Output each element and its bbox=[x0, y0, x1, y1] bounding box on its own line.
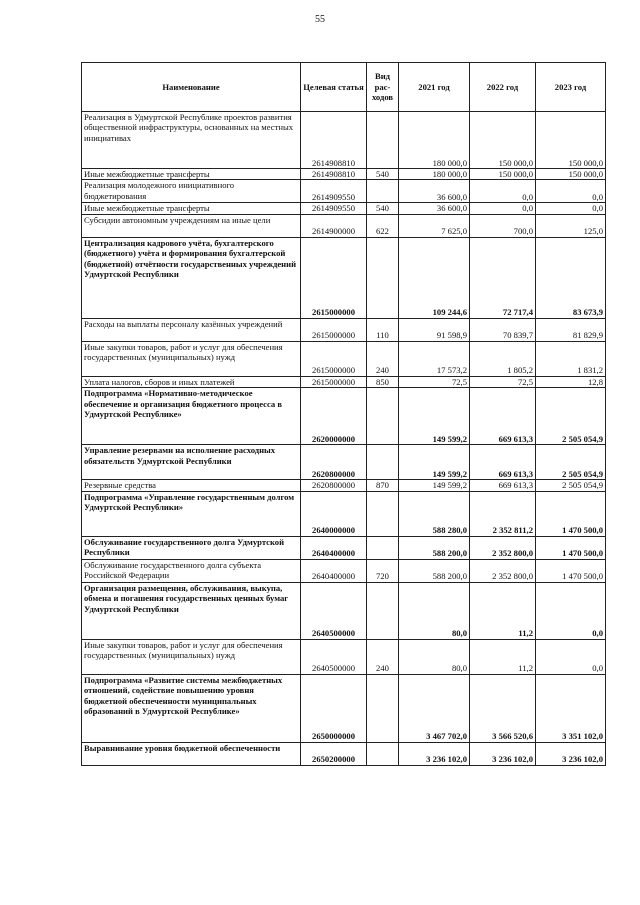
row-2023: 1 831,2 bbox=[536, 341, 606, 376]
row-vid bbox=[367, 112, 399, 169]
row-2023: 125,0 bbox=[536, 214, 606, 237]
header-2023: 2023 год bbox=[536, 63, 606, 112]
row-2023: 150 000,0 bbox=[536, 169, 606, 180]
row-2023: 1 470 500,0 bbox=[536, 559, 606, 582]
row-target-code: 2640500000 bbox=[301, 639, 367, 674]
row-target-code: 2615000000 bbox=[301, 376, 367, 387]
row-name: Централизация кадрового учёта, бухгалтерского (бюджетного) учёта и формирования бухгалтерской (бюджетной) отчётности государственных учреждений Удмуртской Республики bbox=[82, 237, 301, 318]
row-vid: 720 bbox=[367, 559, 399, 582]
row-2022: 0,0 bbox=[470, 203, 536, 214]
row-target-code: 2615000000 bbox=[301, 237, 367, 318]
row-2023: 81 829,9 bbox=[536, 318, 606, 341]
row-name: Реализация в Удмуртской Республике проектов развития общественной инфраструктуры, основанных на местных инициативах bbox=[82, 112, 301, 169]
row-2022: 3 236 102,0 bbox=[470, 742, 536, 765]
row-name: Расходы на выплаты персоналу казённых учреждений bbox=[82, 318, 301, 341]
header-name: Наименование bbox=[82, 63, 301, 112]
row-vid: 870 bbox=[367, 480, 399, 491]
row-2023: 3 236 102,0 bbox=[536, 742, 606, 765]
header-target: Целевая статья bbox=[301, 63, 367, 112]
row-2021: 180 000,0 bbox=[399, 169, 470, 180]
row-2023: 150 000,0 bbox=[536, 112, 606, 169]
table-row bbox=[82, 445, 606, 480]
header-2022: 2022 год bbox=[470, 63, 536, 112]
row-2022: 72,5 bbox=[470, 376, 536, 387]
row-vid: 240 bbox=[367, 639, 399, 674]
row-2022: 2 352 800,0 bbox=[470, 559, 536, 582]
table-row bbox=[82, 639, 606, 674]
table-row bbox=[82, 491, 606, 536]
row-name: Обслуживание государственного долга субъекта Российской Федерации bbox=[82, 559, 301, 582]
row-2021: 149 599,2 bbox=[399, 480, 470, 491]
table-row bbox=[82, 112, 606, 169]
table-row bbox=[82, 388, 606, 445]
row-2022: 669 613,3 bbox=[470, 445, 536, 480]
row-2021: 588 280,0 bbox=[399, 491, 470, 536]
header-2021: 2021 год bbox=[399, 63, 470, 112]
row-2023: 0,0 bbox=[536, 582, 606, 639]
table-row bbox=[82, 376, 606, 387]
row-2023: 2 505 054,9 bbox=[536, 480, 606, 491]
row-2022: 150 000,0 bbox=[470, 112, 536, 169]
row-vid: 110 bbox=[367, 318, 399, 341]
row-2023: 0,0 bbox=[536, 203, 606, 214]
row-2022: 669 613,3 bbox=[470, 388, 536, 445]
table-row bbox=[82, 674, 606, 742]
row-name: Иные закупки товаров, работ и услуг для обеспечения государственных (муниципальных) нужд bbox=[82, 639, 301, 674]
row-target-code: 2614909550 bbox=[301, 203, 367, 214]
row-2023: 0,0 bbox=[536, 639, 606, 674]
row-2021: 80,0 bbox=[399, 639, 470, 674]
row-2022: 669 613,3 bbox=[470, 480, 536, 491]
row-vid bbox=[367, 237, 399, 318]
row-name: Обслуживание государственного долга Удмуртской Республики bbox=[82, 536, 301, 559]
row-name: Уплата налогов, сборов и иных платежей bbox=[82, 376, 301, 387]
row-vid bbox=[367, 742, 399, 765]
row-name: Выравнивание уровня бюджетной обеспеченности bbox=[82, 742, 301, 765]
row-2023: 83 673,9 bbox=[536, 237, 606, 318]
row-name: Управление резервами на исполнение расходных обязательств Удмуртской Республики bbox=[82, 445, 301, 480]
row-name: Организация размещения, обслуживания, выкупа, обмена и погашения государственных ценных бумаг Удмуртской Республики bbox=[82, 582, 301, 639]
row-2021: 17 573,2 bbox=[399, 341, 470, 376]
row-target-code: 2614908810 bbox=[301, 169, 367, 180]
row-target-code: 2615000000 bbox=[301, 341, 367, 376]
row-vid bbox=[367, 674, 399, 742]
row-2022: 11,2 bbox=[470, 582, 536, 639]
row-vid: 540 bbox=[367, 203, 399, 214]
row-vid bbox=[367, 536, 399, 559]
row-2022: 11,2 bbox=[470, 639, 536, 674]
row-name: Резервные средства bbox=[82, 480, 301, 491]
row-name: Реализация молодежного инициативного бюджетирования bbox=[82, 180, 301, 203]
row-2021: 72,5 bbox=[399, 376, 470, 387]
budget-table bbox=[81, 62, 606, 766]
row-2023: 1 470 500,0 bbox=[536, 491, 606, 536]
row-target-code: 2640000000 bbox=[301, 491, 367, 536]
row-vid bbox=[367, 180, 399, 203]
row-2021: 180 000,0 bbox=[399, 112, 470, 169]
row-2021: 109 244,6 bbox=[399, 237, 470, 318]
row-2023: 2 505 054,9 bbox=[536, 388, 606, 445]
row-2021: 36 600,0 bbox=[399, 180, 470, 203]
row-2021: 36 600,0 bbox=[399, 203, 470, 214]
row-target-code: 2640500000 bbox=[301, 582, 367, 639]
row-vid bbox=[367, 388, 399, 445]
row-2021: 149 599,2 bbox=[399, 388, 470, 445]
row-target-code: 2614900000 bbox=[301, 214, 367, 237]
row-name: Субсидии автономным учреждениям на иные цели bbox=[82, 214, 301, 237]
table-row bbox=[82, 180, 606, 203]
row-vid: 622 bbox=[367, 214, 399, 237]
page-number: 55 bbox=[315, 14, 325, 25]
table-row bbox=[82, 203, 606, 214]
row-2022: 2 352 800,0 bbox=[470, 536, 536, 559]
table-row bbox=[82, 742, 606, 765]
row-2023: 2 505 054,9 bbox=[536, 445, 606, 480]
row-target-code: 2640400000 bbox=[301, 536, 367, 559]
row-2022: 2 352 811,2 bbox=[470, 491, 536, 536]
row-name: Подпрограмма «Управление государственным долгом Удмуртской Республики» bbox=[82, 491, 301, 536]
table-row bbox=[82, 169, 606, 180]
row-target-code: 2614909550 bbox=[301, 180, 367, 203]
row-target-code: 2620000000 bbox=[301, 388, 367, 445]
row-2023: 0,0 bbox=[536, 180, 606, 203]
header-vid: Вид рас-ходов bbox=[367, 63, 399, 112]
row-target-code: 2620800000 bbox=[301, 445, 367, 480]
row-name: Иные межбюджетные трансферты bbox=[82, 169, 301, 180]
row-2023: 1 470 500,0 bbox=[536, 536, 606, 559]
table-row bbox=[82, 536, 606, 559]
row-vid: 850 bbox=[367, 376, 399, 387]
table-row bbox=[82, 582, 606, 639]
row-vid: 240 bbox=[367, 341, 399, 376]
row-vid bbox=[367, 491, 399, 536]
row-2022: 700,0 bbox=[470, 214, 536, 237]
table-row bbox=[82, 341, 606, 376]
table-header-row bbox=[82, 63, 606, 112]
row-name: Иные закупки товаров, работ и услуг для обеспечения государственных (муниципальных) нужд bbox=[82, 341, 301, 376]
row-2022: 150 000,0 bbox=[470, 169, 536, 180]
row-2023: 3 351 102,0 bbox=[536, 674, 606, 742]
row-target-code: 2650200000 bbox=[301, 742, 367, 765]
row-target-code: 2615000000 bbox=[301, 318, 367, 341]
row-vid bbox=[367, 445, 399, 480]
row-2021: 588 200,0 bbox=[399, 536, 470, 559]
table-row bbox=[82, 559, 606, 582]
row-2022: 72 717,4 bbox=[470, 237, 536, 318]
table-row bbox=[82, 480, 606, 491]
table-row bbox=[82, 237, 606, 318]
row-name: Подпрограмма «Развитие системы межбюджетных отношений, содействие повышению уровня бюджетной обеспеченности муниципальных образований в Удмуртской Республике» bbox=[82, 674, 301, 742]
row-target-code: 2614908810 bbox=[301, 112, 367, 169]
row-2021: 7 625,0 bbox=[399, 214, 470, 237]
row-target-code: 2650000000 bbox=[301, 674, 367, 742]
row-2023: 12,8 bbox=[536, 376, 606, 387]
row-2021: 149 599,2 bbox=[399, 445, 470, 480]
table-row bbox=[82, 214, 606, 237]
row-target-code: 2640400000 bbox=[301, 559, 367, 582]
row-name: Иные межбюджетные трансферты bbox=[82, 203, 301, 214]
row-2021: 588 200,0 bbox=[399, 559, 470, 582]
row-target-code: 2620800000 bbox=[301, 480, 367, 491]
row-2021: 3 467 702,0 bbox=[399, 674, 470, 742]
row-vid bbox=[367, 582, 399, 639]
row-2022: 70 839,7 bbox=[470, 318, 536, 341]
table-row bbox=[82, 318, 606, 341]
row-2022: 1 805,2 bbox=[470, 341, 536, 376]
row-2022: 3 566 520,6 bbox=[470, 674, 536, 742]
row-vid: 540 bbox=[367, 169, 399, 180]
row-2021: 3 236 102,0 bbox=[399, 742, 470, 765]
row-name: Подпрограмма «Нормативно-методическое обеспечение и организация бюджетного процесса в Удмуртской Республике» bbox=[82, 388, 301, 445]
row-2022: 0,0 bbox=[470, 180, 536, 203]
row-2021: 91 598,9 bbox=[399, 318, 470, 341]
row-2021: 80,0 bbox=[399, 582, 470, 639]
